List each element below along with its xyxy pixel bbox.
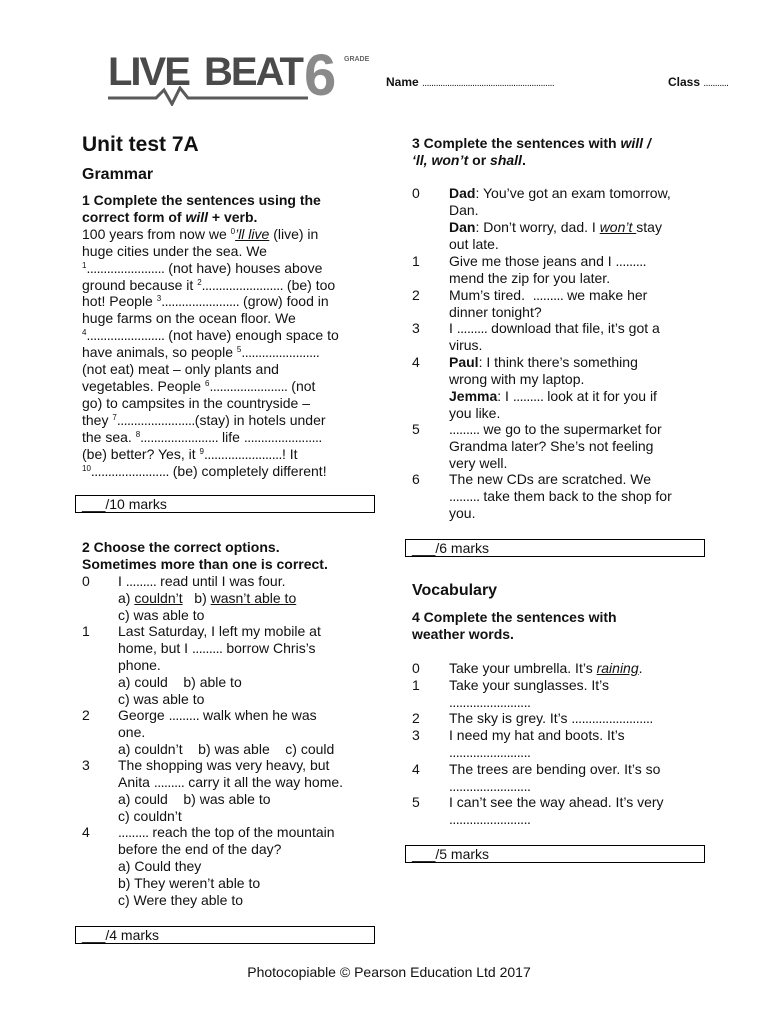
ex3-item-0 xyxy=(449,185,709,253)
gap-number: 0 xyxy=(230,226,236,236)
line: I can’t see the way ahead. It’s very xyxy=(449,794,664,810)
ex3-item-3 xyxy=(449,320,709,354)
answer-gap[interactable]: ......... xyxy=(125,573,157,589)
answer-gap[interactable]: ....................... xyxy=(209,377,288,394)
option-c[interactable]: c) was able to xyxy=(118,606,205,623)
text: (not xyxy=(287,377,316,394)
text: Give me those jeans and I xyxy=(449,253,616,269)
speaker: Dad xyxy=(449,185,476,201)
ex2-item-number: 3 xyxy=(82,757,90,773)
ex2-instr-line1: 2 Choose the correct options. xyxy=(82,539,280,555)
line: The trees are bending over. It’s so xyxy=(449,761,661,777)
ex4-item-number: 3 xyxy=(412,727,420,743)
text: we go to the supermarket for xyxy=(479,421,662,437)
answer-gap[interactable]: ......... xyxy=(118,824,149,840)
ex4-instr-line2: weather words. xyxy=(412,625,514,642)
ex1-line xyxy=(82,277,374,294)
logo-beat: BEAT xyxy=(204,50,302,94)
text: hot! People xyxy=(82,293,157,310)
answer-gap[interactable]: ....................... xyxy=(86,259,165,276)
question xyxy=(118,640,378,657)
line: I need my hat and boots. It’s xyxy=(449,727,625,743)
text: Anita xyxy=(118,773,154,790)
logo xyxy=(108,43,378,108)
ex1-line xyxy=(82,226,374,243)
text: carry it all the way home. xyxy=(184,773,344,790)
answer-gap[interactable]: ....................... xyxy=(241,344,320,361)
class-field[interactable] xyxy=(668,74,728,93)
ex4-item-4 xyxy=(449,761,709,795)
text: . xyxy=(521,151,526,168)
ex2-item-4 xyxy=(118,824,378,909)
question xyxy=(118,707,378,724)
text: : I xyxy=(497,387,513,404)
line: wrong with my laptop. xyxy=(449,370,585,387)
ex2-item-number: 4 xyxy=(82,824,90,840)
ex4-item-number: 4 xyxy=(412,761,420,777)
text: : Don’t worry, dad. I xyxy=(475,218,600,235)
ex1-instr-will: will xyxy=(185,208,209,225)
text: we make her xyxy=(563,287,648,303)
ex4-item-5 xyxy=(449,794,709,828)
answer-gap[interactable]: ....................... xyxy=(86,327,165,344)
speaker: Dan xyxy=(449,218,476,235)
text: (be) better? Yes, it xyxy=(82,445,200,462)
answer-gap[interactable]: ......... xyxy=(449,421,480,437)
ex4-item-2 xyxy=(449,710,709,727)
option-a[interactable]: a) Could they xyxy=(118,857,202,874)
text: stay xyxy=(636,218,662,235)
ex3-item-2 xyxy=(449,287,709,321)
ex3-item-6 xyxy=(449,471,709,522)
example-answer: ’ll live xyxy=(235,225,270,242)
ex3-instr-line2 xyxy=(412,152,712,169)
ex3-item-5 xyxy=(449,421,709,472)
answer-gap[interactable]: ....................... xyxy=(116,411,195,428)
line: you. xyxy=(449,504,476,521)
page-title: Unit test 7A xyxy=(82,133,199,156)
ex1-instr-b: correct form of xyxy=(82,208,186,225)
ex2-item-0 xyxy=(118,573,378,624)
answer-gap[interactable]: ....................... xyxy=(243,428,322,445)
text: (live) in xyxy=(269,225,319,242)
ex3-item-1 xyxy=(449,253,709,287)
options[interactable]: a) couldn’t b) was able c) could xyxy=(118,740,335,757)
text: I xyxy=(449,320,457,336)
ex3-instr-line1 xyxy=(412,135,712,152)
line xyxy=(449,354,709,371)
ex3-item-number: 0 xyxy=(412,185,420,201)
text: read until I was four. xyxy=(156,573,286,589)
ex1-line xyxy=(82,344,374,361)
class-dots: ........... xyxy=(703,78,729,89)
ex3-item-number: 2 xyxy=(412,287,420,303)
ex3-item-number: 1 xyxy=(412,253,420,269)
ex1-line: go) to campsites in the countryside – xyxy=(82,394,311,411)
text: : I think there’s something xyxy=(478,354,638,370)
gap-number: 7 xyxy=(112,412,117,422)
ex4-instr-line1: 4 Complete the sentences with xyxy=(412,609,617,625)
speaker: Jemma xyxy=(449,387,498,404)
answer-gap[interactable]: ........................ xyxy=(449,777,531,794)
question xyxy=(118,774,378,791)
ex1-line xyxy=(82,429,374,446)
text: life xyxy=(218,428,244,445)
footer-copyright: Photocopiable © Pearson Education Ltd 2017 xyxy=(247,964,531,980)
answer-gap[interactable]: ........................ xyxy=(449,693,531,710)
ex1-instr-line1: 1 Complete the sentences using the xyxy=(82,192,321,208)
ex4-item-number: 0 xyxy=(412,660,420,676)
gap-number: 5 xyxy=(236,345,242,355)
question: before the end of the day? xyxy=(118,840,282,857)
line xyxy=(449,388,709,405)
ex2-item-number: 2 xyxy=(82,707,90,723)
ex1-instruction xyxy=(82,192,374,226)
options[interactable]: a) could b) was able to xyxy=(118,790,271,807)
text: Mum’s tired. xyxy=(449,287,533,303)
ex4-instruction xyxy=(412,609,712,643)
gap-number: 1 xyxy=(82,260,87,270)
text: The sky is grey. It’s xyxy=(449,710,572,726)
text: b) xyxy=(182,589,211,606)
speaker: Paul xyxy=(449,354,479,370)
logo-live: LIVE xyxy=(108,50,189,94)
ex1-instr-c: + verb. xyxy=(208,208,258,225)
text: I xyxy=(118,573,126,589)
text: look at it for you if xyxy=(543,387,657,404)
ex1-line: huge cities under the sea. We xyxy=(82,242,267,259)
name-label: Name xyxy=(386,75,419,89)
ex3-item-number: 5 xyxy=(412,421,420,437)
logo-number: 6 xyxy=(304,43,337,108)
question xyxy=(118,824,378,841)
options xyxy=(118,590,378,607)
line: virus. xyxy=(449,336,483,353)
answer-gap[interactable]: ....................... xyxy=(140,428,219,445)
text: have animals, so people xyxy=(82,344,237,361)
ex3-item-number: 6 xyxy=(412,471,420,487)
text: 3 Complete the sentences with xyxy=(412,135,621,151)
ex1-line xyxy=(82,378,374,395)
text: borrow Chris’s xyxy=(222,639,316,656)
line: Grandma later? She’s not feeling xyxy=(449,437,654,454)
ex1-line: (not eat) meat – only plants and xyxy=(82,361,279,378)
ex1-line xyxy=(82,327,374,344)
text: (not have) enough space to xyxy=(164,327,339,344)
answer-gap[interactable]: ....................... xyxy=(161,293,240,310)
line xyxy=(449,421,709,438)
ex3-item-4 xyxy=(449,354,709,422)
answer-gap[interactable]: ....................... xyxy=(90,462,169,479)
text: George xyxy=(118,707,169,723)
question: Last Saturday, I left my mobile at xyxy=(118,623,321,639)
ex2-instr-line2: Sometimes more than one is correct. xyxy=(82,555,328,572)
text: a) xyxy=(118,589,135,606)
ex2-item-2 xyxy=(118,707,378,758)
heartbeat-line-icon xyxy=(108,86,308,106)
ex4-item-1 xyxy=(449,677,709,711)
grammar-heading: Grammar xyxy=(82,166,154,183)
line xyxy=(449,219,709,236)
ex1-line xyxy=(82,446,374,463)
text: (be) too xyxy=(283,276,336,293)
answer-gap[interactable]: ......... xyxy=(532,287,564,303)
answer-gap[interactable]: ......... xyxy=(615,253,647,269)
text: they xyxy=(82,411,113,428)
ex1-line xyxy=(82,412,374,429)
class-label: Class xyxy=(668,75,701,89)
text: ! It xyxy=(281,445,298,462)
text: (stay) in hotels under xyxy=(194,411,326,428)
gap-number: 8 xyxy=(135,429,141,439)
option-b[interactable]: wasn’t able to xyxy=(210,589,297,606)
options[interactable]: a) could b) able to xyxy=(118,673,242,690)
example-answer: raining xyxy=(596,660,639,676)
ex1-instr-line2 xyxy=(82,209,374,226)
text: the sea. xyxy=(82,428,136,445)
line: out late. xyxy=(449,235,499,252)
text: (grow) food in xyxy=(239,293,329,310)
answer-gap[interactable]: ........................ xyxy=(449,810,531,827)
logo-grade: GRADE xyxy=(344,56,370,63)
name-dots: .......................................................... xyxy=(422,78,555,89)
ex2-marks-box[interactable]: ___/4 marks xyxy=(75,926,375,944)
vocabulary-heading: Vocabulary xyxy=(412,582,498,599)
question: The shopping was very heavy, but xyxy=(118,757,330,773)
answer-gap[interactable]: ......... xyxy=(191,639,223,656)
line xyxy=(449,185,709,202)
answer-gap[interactable]: ......... xyxy=(512,387,544,404)
answer-gap[interactable]: ....................... xyxy=(203,445,282,462)
gap-number: 2 xyxy=(197,277,202,287)
text: 100 years from now we xyxy=(82,225,231,242)
line: mend the zip for you later. xyxy=(449,269,611,286)
answer-gap[interactable]: ........................ xyxy=(571,710,653,726)
line: very well. xyxy=(449,454,508,471)
ex1-line xyxy=(82,260,374,277)
text: or xyxy=(468,151,491,168)
ex2-item-3 xyxy=(118,757,378,825)
ex2-item-number: 1 xyxy=(82,623,90,639)
option-c[interactable]: c) Were they able to xyxy=(118,891,244,908)
line: Dan. xyxy=(449,201,479,218)
option-a[interactable]: couldn’t xyxy=(134,589,183,606)
question xyxy=(118,573,378,590)
text-italic: ‘ll, won’t xyxy=(412,151,469,168)
answer-gap[interactable]: ......... xyxy=(456,320,488,336)
option-c[interactable]: c) couldn’t xyxy=(118,807,182,824)
gap-number: 3 xyxy=(156,294,162,304)
gap-number: 4 xyxy=(82,328,87,338)
text: (not have) houses above xyxy=(164,259,323,276)
line: Take your sunglasses. It’s xyxy=(449,677,610,693)
ex4-item-0 xyxy=(449,660,709,677)
ex3-marks-box[interactable]: ___/6 marks xyxy=(405,539,705,557)
line xyxy=(449,488,709,505)
gap-number: 10 xyxy=(82,463,91,473)
exercise-1 xyxy=(82,192,374,479)
option-b[interactable]: b) They weren’t able to xyxy=(118,874,261,891)
text: reach the top of the mountain xyxy=(148,824,335,840)
line xyxy=(449,320,709,337)
text: vegetables. People xyxy=(82,377,205,394)
answer-gap[interactable]: ......... xyxy=(449,487,480,504)
text-italic: will / xyxy=(620,135,651,151)
text: take them back to the shop for xyxy=(479,487,672,504)
line: The new CDs are scratched. We xyxy=(449,471,652,487)
ex4-item-number: 2 xyxy=(412,710,420,726)
answer-gap[interactable]: ........................ xyxy=(449,743,531,760)
answer-gap[interactable]: ........................ xyxy=(201,276,284,293)
ex1-line xyxy=(82,463,374,480)
line xyxy=(449,253,709,270)
ex1-marks-box[interactable]: ___/10 marks xyxy=(75,495,375,513)
text: ground because it xyxy=(82,276,198,293)
ex4-item-number: 5 xyxy=(412,794,420,810)
option-c[interactable]: c) was able to xyxy=(118,690,205,707)
answer-gap[interactable]: ......... xyxy=(168,707,200,723)
text: Take your umbrella. It’s xyxy=(449,660,597,676)
ex4-item-3 xyxy=(449,727,709,761)
gap-number: 9 xyxy=(199,446,204,456)
name-field[interactable] xyxy=(386,74,554,93)
ex1-line xyxy=(82,293,374,310)
ex4-marks-box[interactable]: ___/5 marks xyxy=(405,845,705,863)
text: download that file, it’s got a xyxy=(487,320,660,336)
question: one. xyxy=(118,723,146,740)
ex4-item-number: 1 xyxy=(412,677,420,693)
line xyxy=(449,287,709,304)
text: : You’ve got an exam tomorrow, xyxy=(475,185,671,201)
ex3-item-number: 4 xyxy=(412,354,420,370)
line: you like. xyxy=(449,404,501,421)
text: walk when he was xyxy=(199,707,317,723)
example-answer: won’t xyxy=(599,218,637,235)
ex2-item-number: 0 xyxy=(82,573,90,589)
ex1-line: huge farms on the ocean floor. We xyxy=(82,310,296,327)
answer-gap[interactable]: ......... xyxy=(153,773,185,790)
text: home, but I xyxy=(118,639,192,656)
question: phone. xyxy=(118,656,161,673)
ex2-item-1 xyxy=(118,623,378,708)
text: (be) completely different! xyxy=(168,462,327,479)
ex3-instruction xyxy=(412,135,712,169)
line: dinner tonight? xyxy=(449,303,542,320)
ex2-instruction xyxy=(82,539,382,573)
text: . xyxy=(638,660,643,676)
ex3-item-number: 3 xyxy=(412,320,420,336)
text-italic: shall xyxy=(490,151,522,168)
gap-number: 6 xyxy=(204,378,210,388)
